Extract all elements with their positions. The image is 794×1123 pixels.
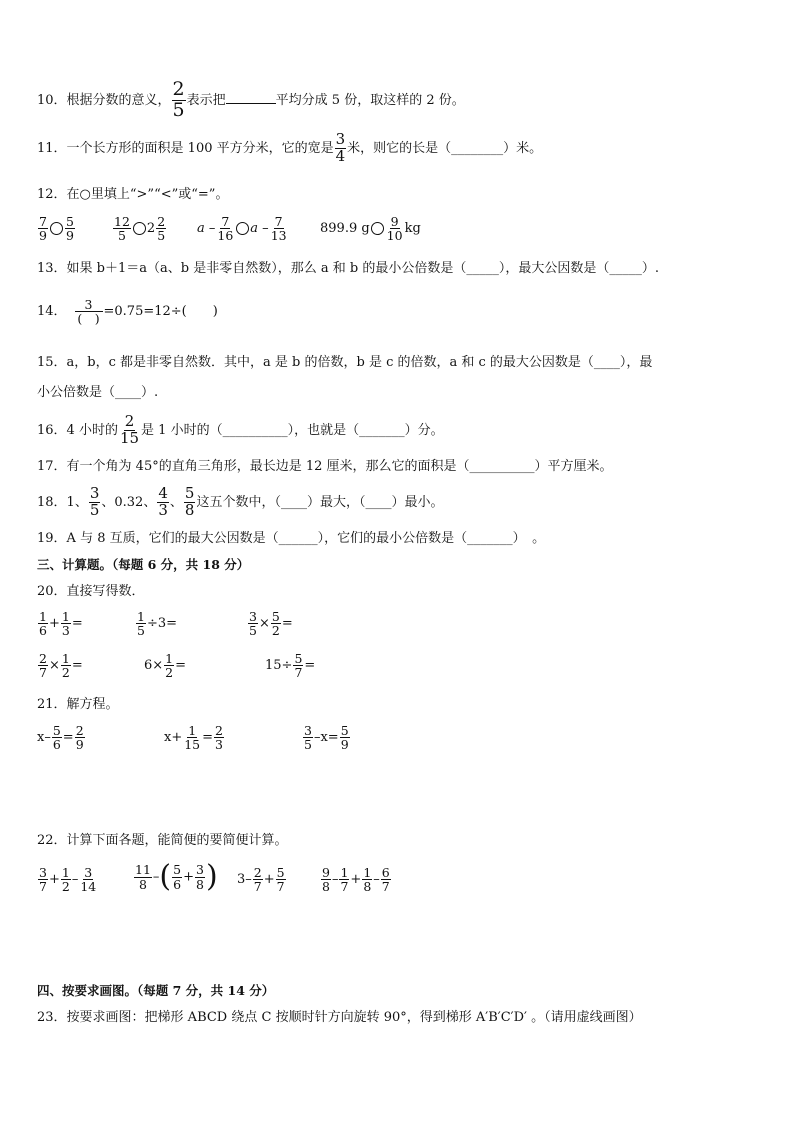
q20-expr-1: $\frac{1}{6}$ + $\frac{1}{3}$ = <box>39 609 83 639</box>
question-22: 22．计算下面各题，能简便的要简便计算。 <box>37 833 288 848</box>
q20-expr-2: $\frac{1}{5}$ ÷3= <box>137 609 178 639</box>
question-15-cont: 小公倍数是（____）. <box>37 385 159 400</box>
compare-a: $\frac{7}{9}$ $\frac{5}{9}$ <box>39 214 74 244</box>
question-12: 12．在○里填上“>”“<”或“=”。 <box>37 187 229 202</box>
question-15: 15．a，b，c 都是非零自然数．其中，a 是 b 的倍数，b 是 c 的倍数，a 和 c 的最大公因数是（____），最 <box>37 355 653 370</box>
q21-equation-1: x– $\frac{5}{6}$ = $\frac{2}{9}$ <box>37 723 84 753</box>
question-23: 23．按要求画图：把梯形 ABCD 绕点 C 按顺时针方向旋转 90°，得到梯形 A′B′C′D′ 。（请用虚线画图） <box>37 1010 642 1025</box>
compare-circle[interactable] <box>133 222 146 235</box>
q22-expr-4: $\frac{9}{8}$ – $\frac{1}{7}$ + $\frac{1}{8}$ – $\frac{6}{7}$ <box>322 865 390 895</box>
compare-b: $\frac{12}{5}$ 2 $\frac{2}{5}$ <box>114 214 166 244</box>
compare-circle[interactable] <box>236 222 249 235</box>
answer-blank[interactable] <box>226 91 276 104</box>
question-17: 17．有一个角为 45°的直角三角形，最长边是 12 厘米，那么它的面积是（__________）平方厘米。 <box>37 459 613 474</box>
question-18: 18．1、 $\frac{3}{5}$ 、0.32、 $\frac{4}{3}$ 、 $\frac{5}{8}$ 这五个数中，（____）最大，（____）最小。 <box>37 484 444 519</box>
question-19: 19．A 与 8 互质，它们的最大公因数是（______），它们的最小公倍数是（_______） 。 <box>37 531 546 546</box>
fraction: $\frac{2}{5}$ <box>172 78 185 121</box>
question-16: 16．4 小时的 $\frac{2}{15}$ 是 1 小时的（__________），也就是（_______）分。 <box>37 412 444 447</box>
q21-equation-2: x+ $\frac{1}{15}$ = $\frac{2}{3}$ <box>164 723 223 753</box>
q22-expr-1: $\frac{3}{7}$ + $\frac{1}{2}$ – $\frac{3}{14}$ <box>39 865 97 895</box>
compare-circle[interactable] <box>371 222 384 235</box>
compare-circle[interactable] <box>50 222 63 235</box>
q20-expr-4: $\frac{2}{7}$ × $\frac{1}{2}$ = <box>39 651 83 681</box>
section-4-heading: 四、按要求画图。（每题 7 分，共 14 分） <box>37 983 275 998</box>
question-11: 11．一个长方形的面积是 100 平方分米，它的宽是 $\frac{3}{4}$ 米，则它的长是（________）米。 <box>37 130 543 165</box>
question-10: 10．根据分数的意义， $\frac{2}{5}$ 表示把 平均分成 5 份，取这样的 2 份。 <box>37 78 465 121</box>
compare-c: a – $\frac{7}{16}$ a – $\frac{7}{13}$ <box>197 214 287 244</box>
question-20: 20．直接写得数． <box>37 584 145 599</box>
q20-expr-5: 6× $\frac{1}{2}$ = <box>144 651 187 681</box>
fraction: $\frac{3}{4}$ <box>335 130 346 165</box>
q20-expr-3: $\frac{3}{5}$ × $\frac{5}{2}$ = <box>249 609 293 639</box>
q21-equation-3: $\frac{3}{5}$ –x= $\frac{5}{9}$ <box>304 723 349 753</box>
section-3-heading: 三、计算题。（每题 6 分，共 18 分） <box>37 557 250 572</box>
q22-expr-3: 3– $\frac{2}{7}$ + $\frac{5}{7}$ <box>237 865 285 895</box>
q22-expr-2: $\frac{11}{8}$ –( $\frac{5}{6}$ + $\frac{3}{8}$ ) <box>135 859 218 894</box>
compare-d: 899.9 g $\frac{9}{10}$ kg <box>320 214 421 244</box>
question-14: 14． $\frac{3}{( )}$ =0.75=12÷( ) <box>37 297 218 327</box>
question-21: 21．解方程。 <box>37 697 119 712</box>
q20-expr-6: 15÷ $\frac{5}{7}$ = <box>265 651 316 681</box>
question-13: 13．如果 b＋1＝a（a、b 是非零自然数），那么 a 和 b 的最小公倍数是（_____），最大公因数是（_____）. <box>37 261 659 276</box>
